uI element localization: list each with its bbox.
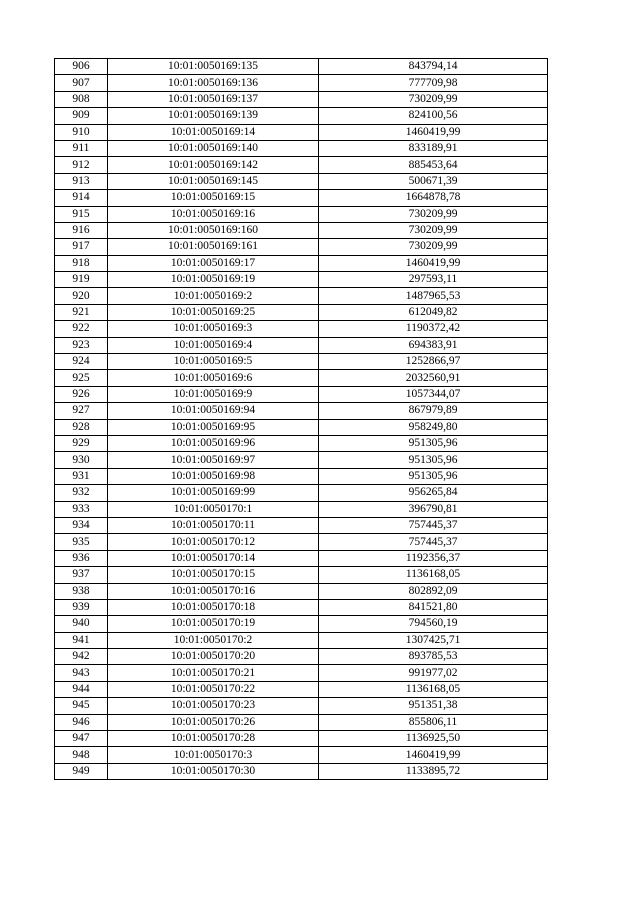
row-number-cell: 918 bbox=[55, 255, 108, 271]
table-row bbox=[55, 304, 548, 320]
row-number-cell: 940 bbox=[55, 616, 108, 632]
cadastral-value-cell: 885453,64 bbox=[319, 157, 548, 173]
row-number-cell: 913 bbox=[55, 173, 108, 189]
table-row bbox=[55, 731, 548, 747]
cadastral-number-cell: 10:01:0050169:16 bbox=[108, 206, 319, 222]
row-number-cell: 938 bbox=[55, 583, 108, 599]
cadastral-number-cell: 10:01:0050170:30 bbox=[108, 763, 319, 779]
cadastral-number-cell: 10:01:0050169:136 bbox=[108, 75, 319, 91]
table-row bbox=[55, 255, 548, 271]
table-row bbox=[55, 714, 548, 730]
table-row bbox=[55, 649, 548, 665]
cadastral-number-cell: 10:01:0050169:145 bbox=[108, 173, 319, 189]
cadastral-number-cell: 10:01:0050170:11 bbox=[108, 517, 319, 533]
cadastral-number-cell: 10:01:0050169:99 bbox=[108, 485, 319, 501]
table-row bbox=[55, 91, 548, 107]
cadastral-value-cell: 843794,14 bbox=[319, 59, 548, 75]
row-number-cell: 926 bbox=[55, 386, 108, 402]
cadastral-value-cell: 951305,96 bbox=[319, 452, 548, 468]
row-number-cell: 946 bbox=[55, 714, 108, 730]
table-row bbox=[55, 239, 548, 255]
table-row bbox=[55, 288, 548, 304]
cadastral-value-cell: 1133895,72 bbox=[319, 763, 548, 779]
row-number-cell: 916 bbox=[55, 222, 108, 238]
table-row bbox=[55, 599, 548, 615]
row-number-cell: 928 bbox=[55, 419, 108, 435]
table-row bbox=[55, 681, 548, 697]
table-row bbox=[55, 337, 548, 353]
row-number-cell: 941 bbox=[55, 632, 108, 648]
row-number-cell: 942 bbox=[55, 649, 108, 665]
cadastral-number-cell: 10:01:0050169:160 bbox=[108, 222, 319, 238]
cadastral-number-cell: 10:01:0050169:135 bbox=[108, 59, 319, 75]
cadastral-number-cell: 10:01:0050170:22 bbox=[108, 681, 319, 697]
cadastral-value-cell: 730209,99 bbox=[319, 239, 548, 255]
cadastral-value-cell: 757445,37 bbox=[319, 534, 548, 550]
cadastral-number-cell: 10:01:0050170:14 bbox=[108, 550, 319, 566]
row-number-cell: 924 bbox=[55, 354, 108, 370]
cadastral-value-cell: 500671,39 bbox=[319, 173, 548, 189]
table-row bbox=[55, 485, 548, 501]
cadastral-value-cell: 841521,80 bbox=[319, 599, 548, 615]
cadastral-value-cell: 1190372,42 bbox=[319, 321, 548, 337]
cadastral-value-cell: 867979,89 bbox=[319, 403, 548, 419]
row-number-cell: 914 bbox=[55, 190, 108, 206]
cadastral-value-cell: 951305,96 bbox=[319, 435, 548, 451]
cadastral-value-cell: 794560,19 bbox=[319, 616, 548, 632]
cadastral-value-cell: 757445,37 bbox=[319, 517, 548, 533]
table-row bbox=[55, 517, 548, 533]
row-number-cell: 939 bbox=[55, 599, 108, 615]
cadastral-number-cell: 10:01:0050169:97 bbox=[108, 452, 319, 468]
row-number-cell: 922 bbox=[55, 321, 108, 337]
row-number-cell: 947 bbox=[55, 731, 108, 747]
row-number-cell: 945 bbox=[55, 698, 108, 714]
cadastral-number-cell: 10:01:0050169:15 bbox=[108, 190, 319, 206]
row-number-cell: 933 bbox=[55, 501, 108, 517]
cadastral-value-cell: 956265,84 bbox=[319, 485, 548, 501]
table-row bbox=[55, 501, 548, 517]
table-row bbox=[55, 190, 548, 206]
cadastral-value-cell: 855806,11 bbox=[319, 714, 548, 730]
row-number-cell: 919 bbox=[55, 272, 108, 288]
cadastral-number-cell: 10:01:0050169:142 bbox=[108, 157, 319, 173]
cadastral-value-cell: 297593,11 bbox=[319, 272, 548, 288]
cadastral-number-cell: 10:01:0050169:96 bbox=[108, 435, 319, 451]
cadastral-number-cell: 10:01:0050169:25 bbox=[108, 304, 319, 320]
row-number-cell: 948 bbox=[55, 747, 108, 763]
cadastral-value-table bbox=[54, 58, 548, 780]
cadastral-number-cell: 10:01:0050170:21 bbox=[108, 665, 319, 681]
cadastral-value-cell: 824100,56 bbox=[319, 108, 548, 124]
cadastral-number-cell: 10:01:0050169:17 bbox=[108, 255, 319, 271]
table-row bbox=[55, 452, 548, 468]
cadastral-value-cell: 730209,99 bbox=[319, 206, 548, 222]
table-row bbox=[55, 222, 548, 238]
cadastral-value-cell: 730209,99 bbox=[319, 91, 548, 107]
cadastral-number-cell: 10:01:0050170:26 bbox=[108, 714, 319, 730]
cadastral-number-cell: 10:01:0050169:161 bbox=[108, 239, 319, 255]
table-row bbox=[55, 206, 548, 222]
cadastral-value-cell: 1057344,07 bbox=[319, 386, 548, 402]
cadastral-value-cell: 612049,82 bbox=[319, 304, 548, 320]
cadastral-value-cell: 1136168,05 bbox=[319, 681, 548, 697]
cadastral-number-cell: 10:01:0050169:6 bbox=[108, 370, 319, 386]
cadastral-number-cell: 10:01:0050169:95 bbox=[108, 419, 319, 435]
cadastral-number-cell: 10:01:0050169:2 bbox=[108, 288, 319, 304]
cadastral-number-cell: 10:01:0050169:94 bbox=[108, 403, 319, 419]
row-number-cell: 949 bbox=[55, 763, 108, 779]
table-row bbox=[55, 370, 548, 386]
row-number-cell: 937 bbox=[55, 567, 108, 583]
row-number-cell: 920 bbox=[55, 288, 108, 304]
table-row bbox=[55, 550, 548, 566]
row-number-cell: 917 bbox=[55, 239, 108, 255]
table-row bbox=[55, 157, 548, 173]
cadastral-value-cell: 694383,91 bbox=[319, 337, 548, 353]
cadastral-value-cell: 958249,80 bbox=[319, 419, 548, 435]
cadastral-value-cell: 777709,98 bbox=[319, 75, 548, 91]
row-number-cell: 935 bbox=[55, 534, 108, 550]
cadastral-number-cell: 10:01:0050169:139 bbox=[108, 108, 319, 124]
row-number-cell: 943 bbox=[55, 665, 108, 681]
cadastral-value-cell: 951351,38 bbox=[319, 698, 548, 714]
row-number-cell: 925 bbox=[55, 370, 108, 386]
row-number-cell: 930 bbox=[55, 452, 108, 468]
cadastral-number-cell: 10:01:0050169:5 bbox=[108, 354, 319, 370]
row-number-cell: 907 bbox=[55, 75, 108, 91]
cadastral-value-cell: 1487965,53 bbox=[319, 288, 548, 304]
table-row bbox=[55, 108, 548, 124]
row-number-cell: 931 bbox=[55, 468, 108, 484]
table-row bbox=[55, 698, 548, 714]
table-row bbox=[55, 386, 548, 402]
cadastral-value-cell: 1460419,99 bbox=[319, 124, 548, 140]
cadastral-number-cell: 10:01:0050169:19 bbox=[108, 272, 319, 288]
table-row bbox=[55, 403, 548, 419]
table-row bbox=[55, 419, 548, 435]
table-row bbox=[55, 435, 548, 451]
cadastral-value-cell: 1664878,78 bbox=[319, 190, 548, 206]
table-row bbox=[55, 354, 548, 370]
row-number-cell: 921 bbox=[55, 304, 108, 320]
row-number-cell: 934 bbox=[55, 517, 108, 533]
cadastral-number-cell: 10:01:0050169:140 bbox=[108, 140, 319, 156]
row-number-cell: 927 bbox=[55, 403, 108, 419]
table-row bbox=[55, 173, 548, 189]
cadastral-number-cell: 10:01:0050170:16 bbox=[108, 583, 319, 599]
table-row bbox=[55, 747, 548, 763]
row-number-cell: 923 bbox=[55, 337, 108, 353]
cadastral-value-cell: 1136168,05 bbox=[319, 567, 548, 583]
row-number-cell: 929 bbox=[55, 435, 108, 451]
cadastral-value-cell: 951305,96 bbox=[319, 468, 548, 484]
cadastral-number-cell: 10:01:0050170:20 bbox=[108, 649, 319, 665]
cadastral-value-cell: 833189,91 bbox=[319, 140, 548, 156]
table-row bbox=[55, 272, 548, 288]
cadastral-value-cell: 1136925,50 bbox=[319, 731, 548, 747]
row-number-cell: 944 bbox=[55, 681, 108, 697]
cadastral-number-cell: 10:01:0050170:12 bbox=[108, 534, 319, 550]
table-row bbox=[55, 534, 548, 550]
cadastral-value-cell: 1252866,97 bbox=[319, 354, 548, 370]
cadastral-value-cell: 1307425,71 bbox=[319, 632, 548, 648]
row-number-cell: 932 bbox=[55, 485, 108, 501]
table-row bbox=[55, 75, 548, 91]
cadastral-value-cell: 730209,99 bbox=[319, 222, 548, 238]
row-number-cell: 910 bbox=[55, 124, 108, 140]
table-row bbox=[55, 567, 548, 583]
table-row bbox=[55, 124, 548, 140]
cadastral-number-cell: 10:01:0050169:4 bbox=[108, 337, 319, 353]
cadastral-value-cell: 396790,81 bbox=[319, 501, 548, 517]
cadastral-value-cell: 1460419,99 bbox=[319, 747, 548, 763]
cadastral-number-cell: 10:01:0050170:18 bbox=[108, 599, 319, 615]
cadastral-number-cell: 10:01:0050170:15 bbox=[108, 567, 319, 583]
row-number-cell: 909 bbox=[55, 108, 108, 124]
cadastral-number-cell: 10:01:0050170:23 bbox=[108, 698, 319, 714]
cadastral-number-cell: 10:01:0050169:98 bbox=[108, 468, 319, 484]
row-number-cell: 908 bbox=[55, 91, 108, 107]
table-row bbox=[55, 321, 548, 337]
table-row bbox=[55, 665, 548, 681]
row-number-cell: 912 bbox=[55, 157, 108, 173]
table-row bbox=[55, 763, 548, 779]
cadastral-number-cell: 10:01:0050169:3 bbox=[108, 321, 319, 337]
table-row bbox=[55, 140, 548, 156]
cadastral-value-cell: 802892,09 bbox=[319, 583, 548, 599]
cadastral-value-cell: 1460419,99 bbox=[319, 255, 548, 271]
cadastral-number-cell: 10:01:0050170:3 bbox=[108, 747, 319, 763]
table-row bbox=[55, 632, 548, 648]
cadastral-number-cell: 10:01:0050169:14 bbox=[108, 124, 319, 140]
table-body bbox=[55, 59, 548, 780]
cadastral-value-cell: 991977,02 bbox=[319, 665, 548, 681]
cadastral-value-cell: 2032560,91 bbox=[319, 370, 548, 386]
table-row bbox=[55, 468, 548, 484]
row-number-cell: 906 bbox=[55, 59, 108, 75]
cadastral-number-cell: 10:01:0050170:2 bbox=[108, 632, 319, 648]
cadastral-number-cell: 10:01:0050170:19 bbox=[108, 616, 319, 632]
cadastral-number-cell: 10:01:0050169:9 bbox=[108, 386, 319, 402]
row-number-cell: 915 bbox=[55, 206, 108, 222]
cadastral-value-cell: 1192356,37 bbox=[319, 550, 548, 566]
cadastral-number-cell: 10:01:0050169:137 bbox=[108, 91, 319, 107]
table-row bbox=[55, 616, 548, 632]
cadastral-number-cell: 10:01:0050170:1 bbox=[108, 501, 319, 517]
cadastral-number-cell: 10:01:0050170:28 bbox=[108, 731, 319, 747]
row-number-cell: 911 bbox=[55, 140, 108, 156]
table-row bbox=[55, 59, 548, 75]
table-row bbox=[55, 583, 548, 599]
row-number-cell: 936 bbox=[55, 550, 108, 566]
cadastral-value-cell: 893785,53 bbox=[319, 649, 548, 665]
